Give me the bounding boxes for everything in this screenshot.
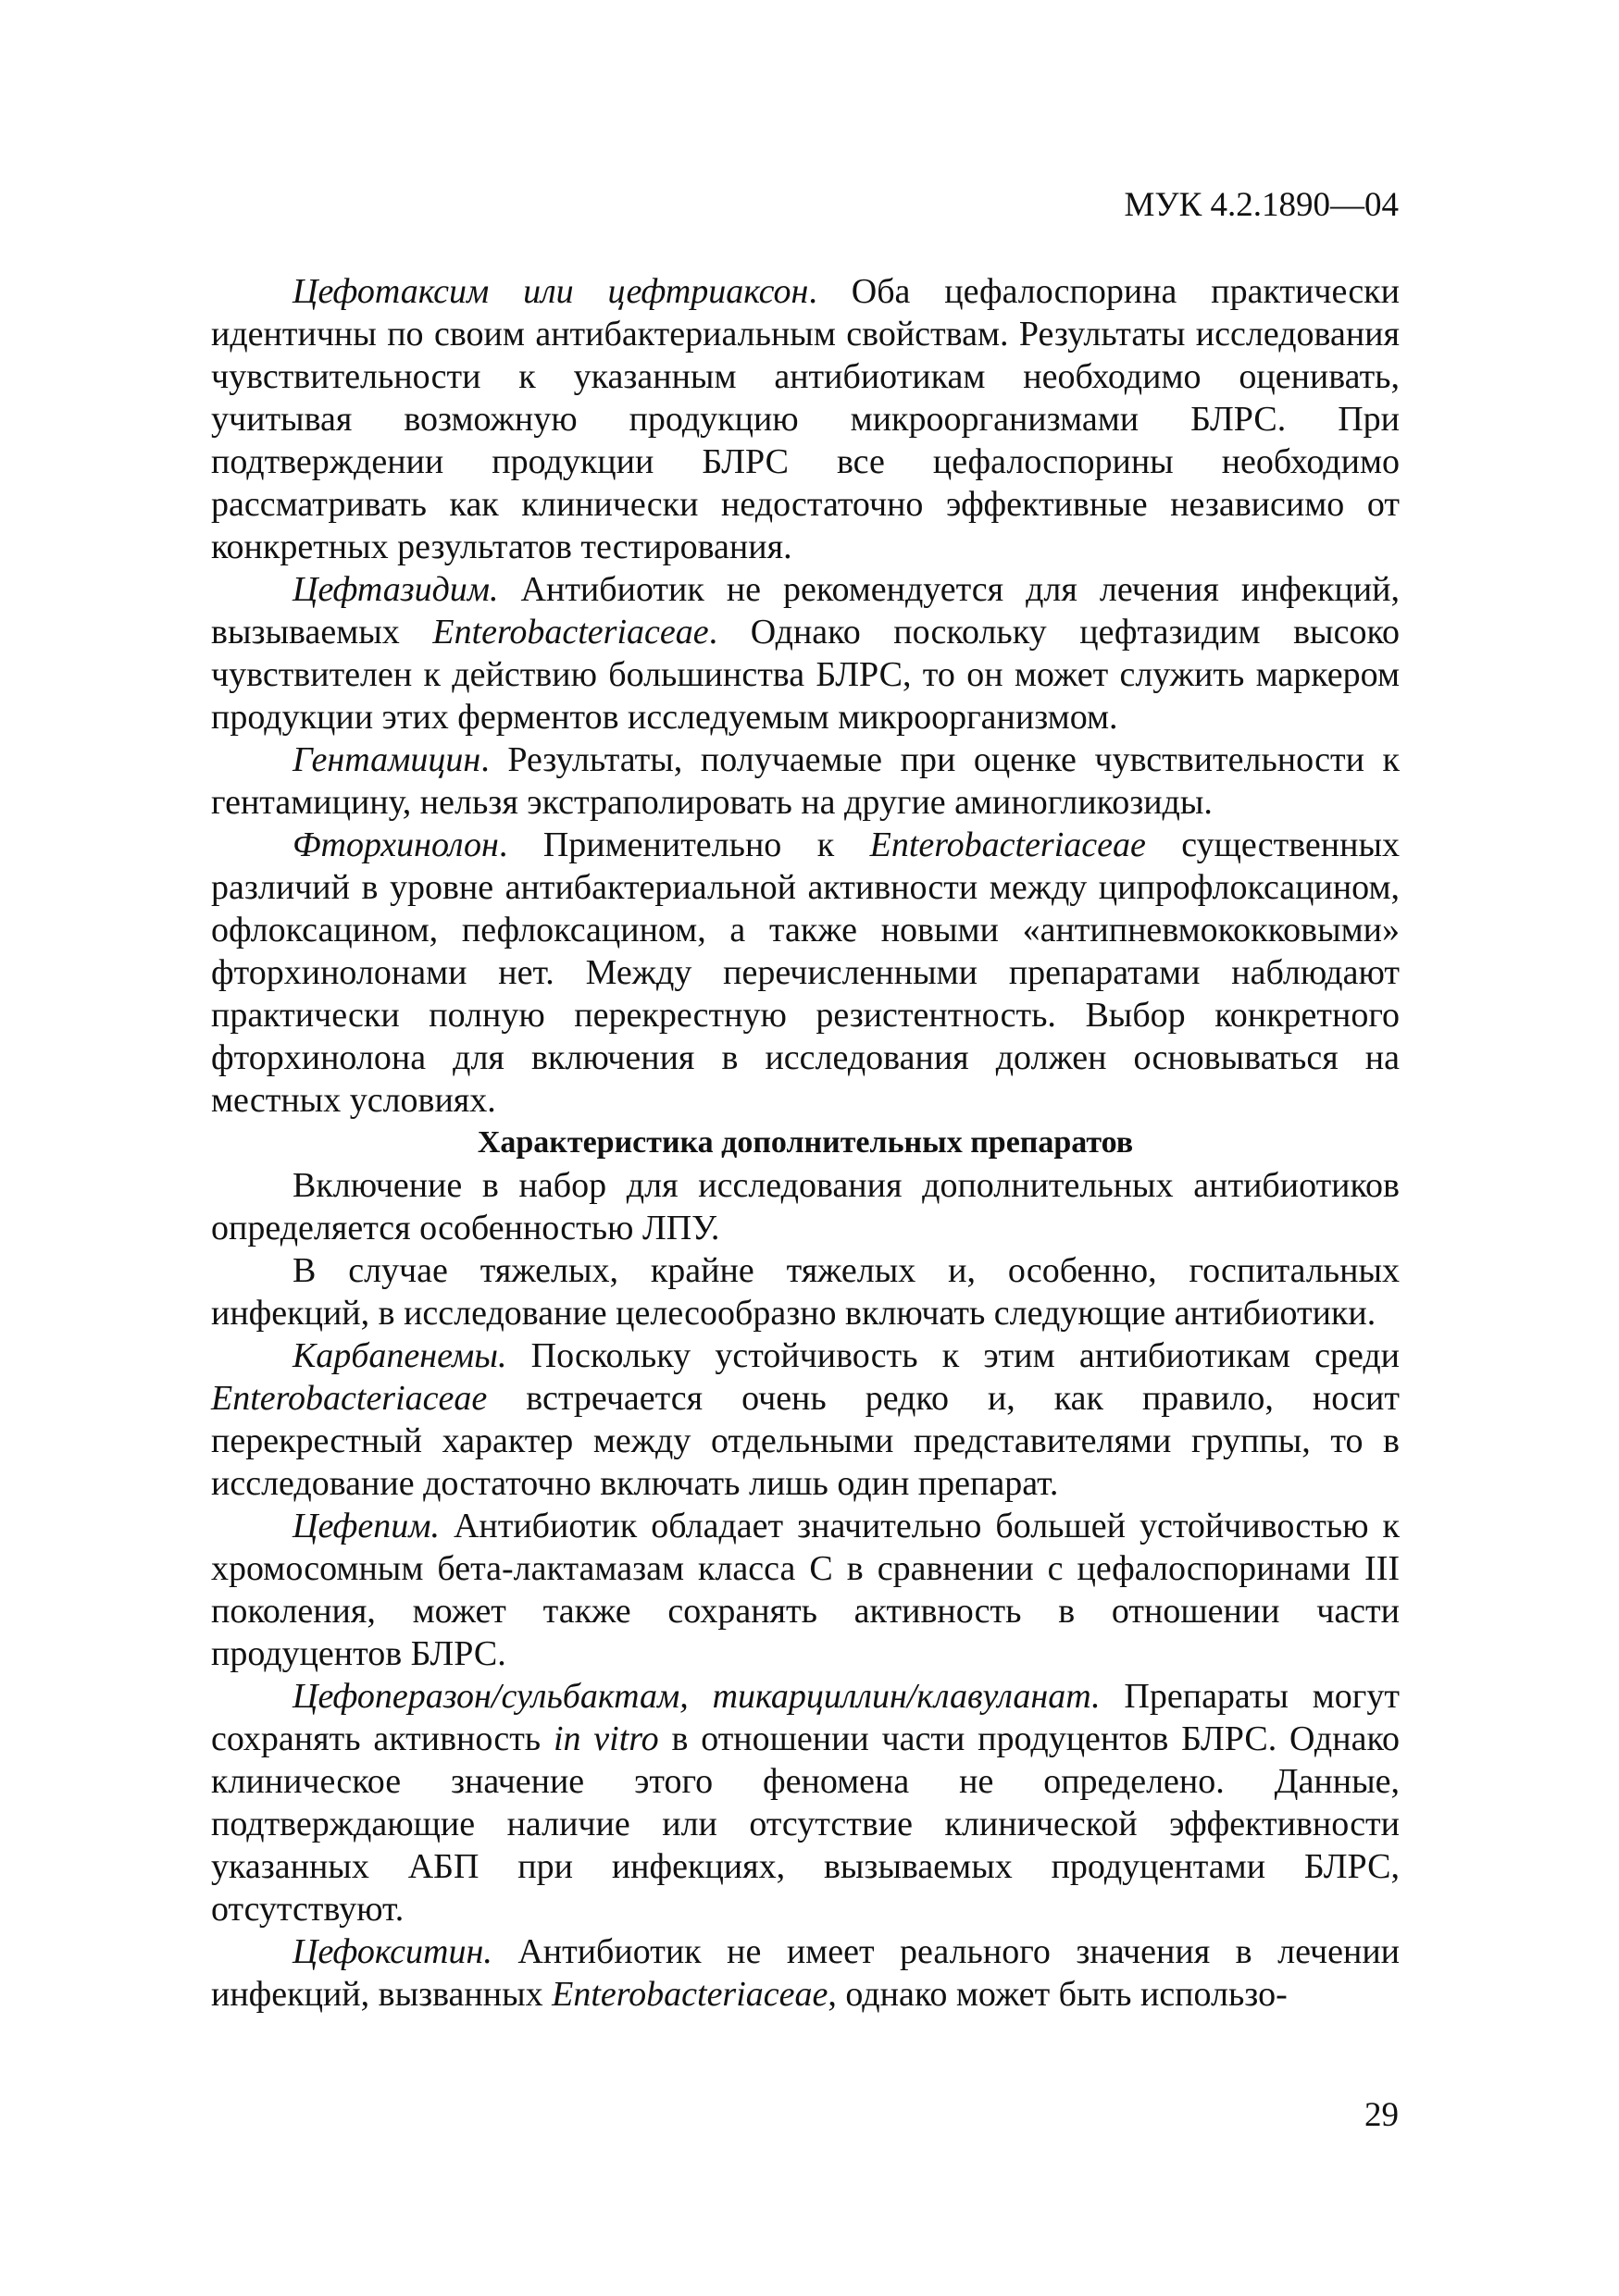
page-number: 29 <box>1364 2096 1399 2134</box>
organism-name: Enterobacteriaceae <box>552 1975 828 2014</box>
document-code-header: МУК 4.2.1890—04 <box>1124 186 1399 224</box>
drug-name-fluoroquinolone: Фторхинолон <box>293 825 499 864</box>
paragraph-text: Антибиотик не имеет реального значения в лечении инфекций, вызванных <box>211 1932 1400 2014</box>
section-heading: Характеристика дополнительных препаратов <box>477 1125 1134 1160</box>
paragraph-cefoperazone <box>211 1675 1400 1930</box>
paragraph-gentamicin <box>211 738 1400 824</box>
paragraph-text: встречается очень редко и, как правило, носит перекрестный характер между отдельными представителями группы, то в исследование достаточно включать лишь один препарат. <box>211 1379 1400 1503</box>
drug-name-carbapenems: Карбапенемы. <box>293 1336 507 1375</box>
drug-name-cefotaxime: Цефотаксим или цефтриаксон <box>293 272 809 311</box>
paragraph-ceftazidime <box>211 568 1400 738</box>
in-vitro-term: in vitro <box>553 1719 659 1758</box>
page-body <box>211 270 1400 2016</box>
paragraph-text: Антибиотик не рекомендуется для лечения инфекций, вызываемых <box>211 570 1400 652</box>
paragraph-cefotaxime <box>211 270 1400 568</box>
paragraph-fluoroquinolone <box>211 824 1400 1122</box>
paragraph-text: . Применительно к <box>498 825 870 864</box>
organism-name: Enterobacteriaceae <box>869 825 1146 864</box>
drug-name-gentamicin: Гентамицин <box>293 740 481 779</box>
paragraph-text: . Результаты, получаемые при оценке чувствительности к гентамицину, нельзя экстраполировать на другие аминогликозиды. <box>211 740 1400 822</box>
paragraph-cefoxitin <box>211 1930 1400 2016</box>
paragraph-cefepime <box>211 1505 1400 1675</box>
drug-name-cefepime: Цефепим. <box>293 1507 440 1545</box>
paragraph-text: , однако может быть использо- <box>828 1975 1288 2014</box>
drug-name-cefoperazone: Цефоперазон/сульбактам, тикарциллин/клавуланат. <box>293 1677 1101 1716</box>
organism-name: Enterobacteriaceae <box>432 613 709 652</box>
paragraph-carbapenems <box>211 1334 1400 1505</box>
paragraph-text: в отношении части продуцентов БЛРС. Однако клиническое значение этого феномена не определено. Данные, подтверждающие наличие или отсутствие клинической эффективности указанных АБП при инфекциях, вызываемых продуцентами БЛРС, отсутствуют. <box>211 1719 1400 1929</box>
paragraph-severe-cases: В случае тяжелых, крайне тяжелых и, особенно, госпитальных инфекций, в исследование целесообразно включать следующие антибиотики. <box>211 1251 1400 1333</box>
organism-name: Enterobacteriaceae <box>211 1379 488 1418</box>
drug-name-cefoxitin: Цефокситин. <box>293 1932 492 1971</box>
paragraph-text: Препараты могут сохранять активность <box>211 1677 1400 1758</box>
drug-name-ceftazidime: Цефтазидим. <box>293 570 499 609</box>
paragraph-text: . Однако поскольку цефтазидим высоко чувствителен к действию большинства БЛРС, то он может служить маркером продукции этих ферментов исследуемым микроорганизмом. <box>211 613 1400 737</box>
paragraph-inclusion: Включение в набор для исследования дополнительных антибиотиков определяется особенностью ЛПУ. <box>211 1166 1400 1247</box>
paragraph-text: Антибиотик обладает значительно большей устойчивостью к хромосомным бета-лактамазам класса С в сравнении с цефалоспоринами III поколения, может также сохранять активность в отношении части продуцентов БЛРС. <box>211 1507 1400 1673</box>
paragraph-text: . Оба цефалоспорина практически идентичны по своим антибактериальным свойствам. Результаты исследования чувствительности к указанным антибиотикам необходимо оценивать, учитывая возможную продукцию микроорганизмами БЛРС. При подтверждении продукции БЛРС все цефалоспорины необходимо рассматривать как клинически недостаточно эффективные независимо от конкретных результатов тестирования. <box>211 272 1400 566</box>
paragraph-text: существенных различий в уровне антибактериальной активности между ципрофлоксацином, офлоксацином, пефлоксацином, а также новыми «антипневмококковыми» фторхинолонами нет. Между перечисленными препаратами наблюдают практически полную перекрестную резистентность. Выбор конкретного фторхинолона для включения в исследования должен основываться на местных условиях. <box>211 825 1401 1120</box>
paragraph-text: Поскольку устойчивость к этим антибиотикам среди <box>506 1336 1400 1375</box>
